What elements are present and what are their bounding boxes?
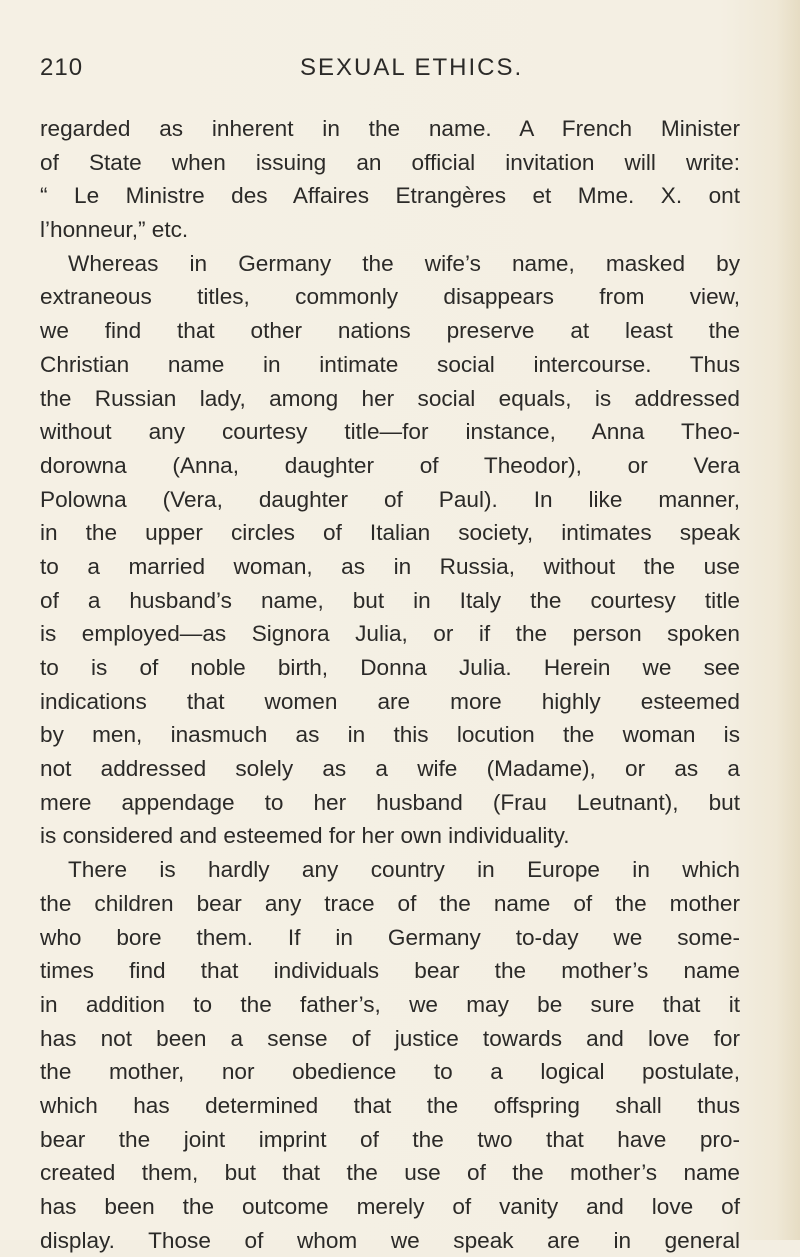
text-line: to a married woman, as in Russia, without the use: [40, 553, 740, 579]
text-line: l’honneur,” etc.: [40, 217, 189, 243]
text-line: Christian name in intimate social intercourse. Thus: [40, 351, 740, 377]
text-line: is employed—as Signora Julia, or if the person spoken: [40, 621, 740, 647]
running-head: [40, 54, 740, 94]
text-line: mere appendage to her husband (Frau Leutnant), but: [40, 789, 740, 815]
text-line: is considered and esteemed for her own individuality.: [40, 823, 570, 849]
body-text: [40, 112, 740, 1257]
text-line: dorowna (Anna, daughter of Theodor), or Vera: [40, 452, 740, 478]
text-line: which has determined that the offspring shall thus: [40, 1092, 740, 1118]
text-line: not addressed solely as a wife (Madame), or as a: [40, 756, 740, 782]
running-title: SEXUAL ETHICS.: [300, 54, 524, 81]
text-line: has been the outcome merely of vanity and love of: [40, 1194, 740, 1219]
text-line: There is hardly any country in Europe in which: [68, 857, 740, 883]
text-line: the children bear any trace of the name of the mother: [40, 890, 740, 916]
text-line: by men, inasmuch as in this locution the woman is: [40, 722, 740, 748]
text-line: the mother, nor obedience to a logical postulate,: [40, 1059, 740, 1085]
text-line: regarded as inherent in the name. A French Minister: [40, 116, 740, 141]
text-line: without any courtesy title—for instance, Anna Theo-: [40, 419, 740, 445]
page-number: 210: [40, 54, 84, 81]
text-line: the Russian lady, among her social equals, is addressed: [40, 385, 740, 411]
text-line: extraneous titles, commonly disappears from view,: [40, 284, 740, 310]
text-line: created them, but that the use of the mother’s name: [40, 1160, 740, 1186]
text-line: times find that individuals bear the mother’s name: [40, 958, 740, 984]
text-line: Polowna (Vera, daughter of Paul). In like manner,: [40, 486, 740, 512]
text-line: to is of noble birth, Donna Julia. Herein we see: [40, 655, 740, 680]
text-line: bear the joint imprint of the two that have pro-: [40, 1126, 740, 1152]
text-line: who bore them. If in Germany to-day we some-: [40, 924, 740, 950]
text-line: of State when issuing an official invitation will write:: [40, 149, 740, 175]
text-line: Whereas in Germany the wife’s name, masked by: [68, 250, 740, 276]
text-line: has not been a sense of justice towards and love for: [40, 1025, 740, 1051]
text-line: display. Those of whom we speak are in general: [40, 1227, 740, 1253]
text-line: we find that other nations preserve at least the: [40, 318, 740, 344]
text-line: indications that women are more highly esteemed: [40, 688, 740, 714]
text-line: in addition to the father’s, we may be sure that it: [40, 991, 740, 1017]
text-line: “ Le Ministre des Affaires Etrangères et Mme. X. ont: [40, 183, 740, 209]
text-line: in the upper circles of Italian society, intimates speak: [40, 520, 740, 546]
text-line: of a husband’s name, but in Italy the courtesy title: [40, 587, 740, 613]
